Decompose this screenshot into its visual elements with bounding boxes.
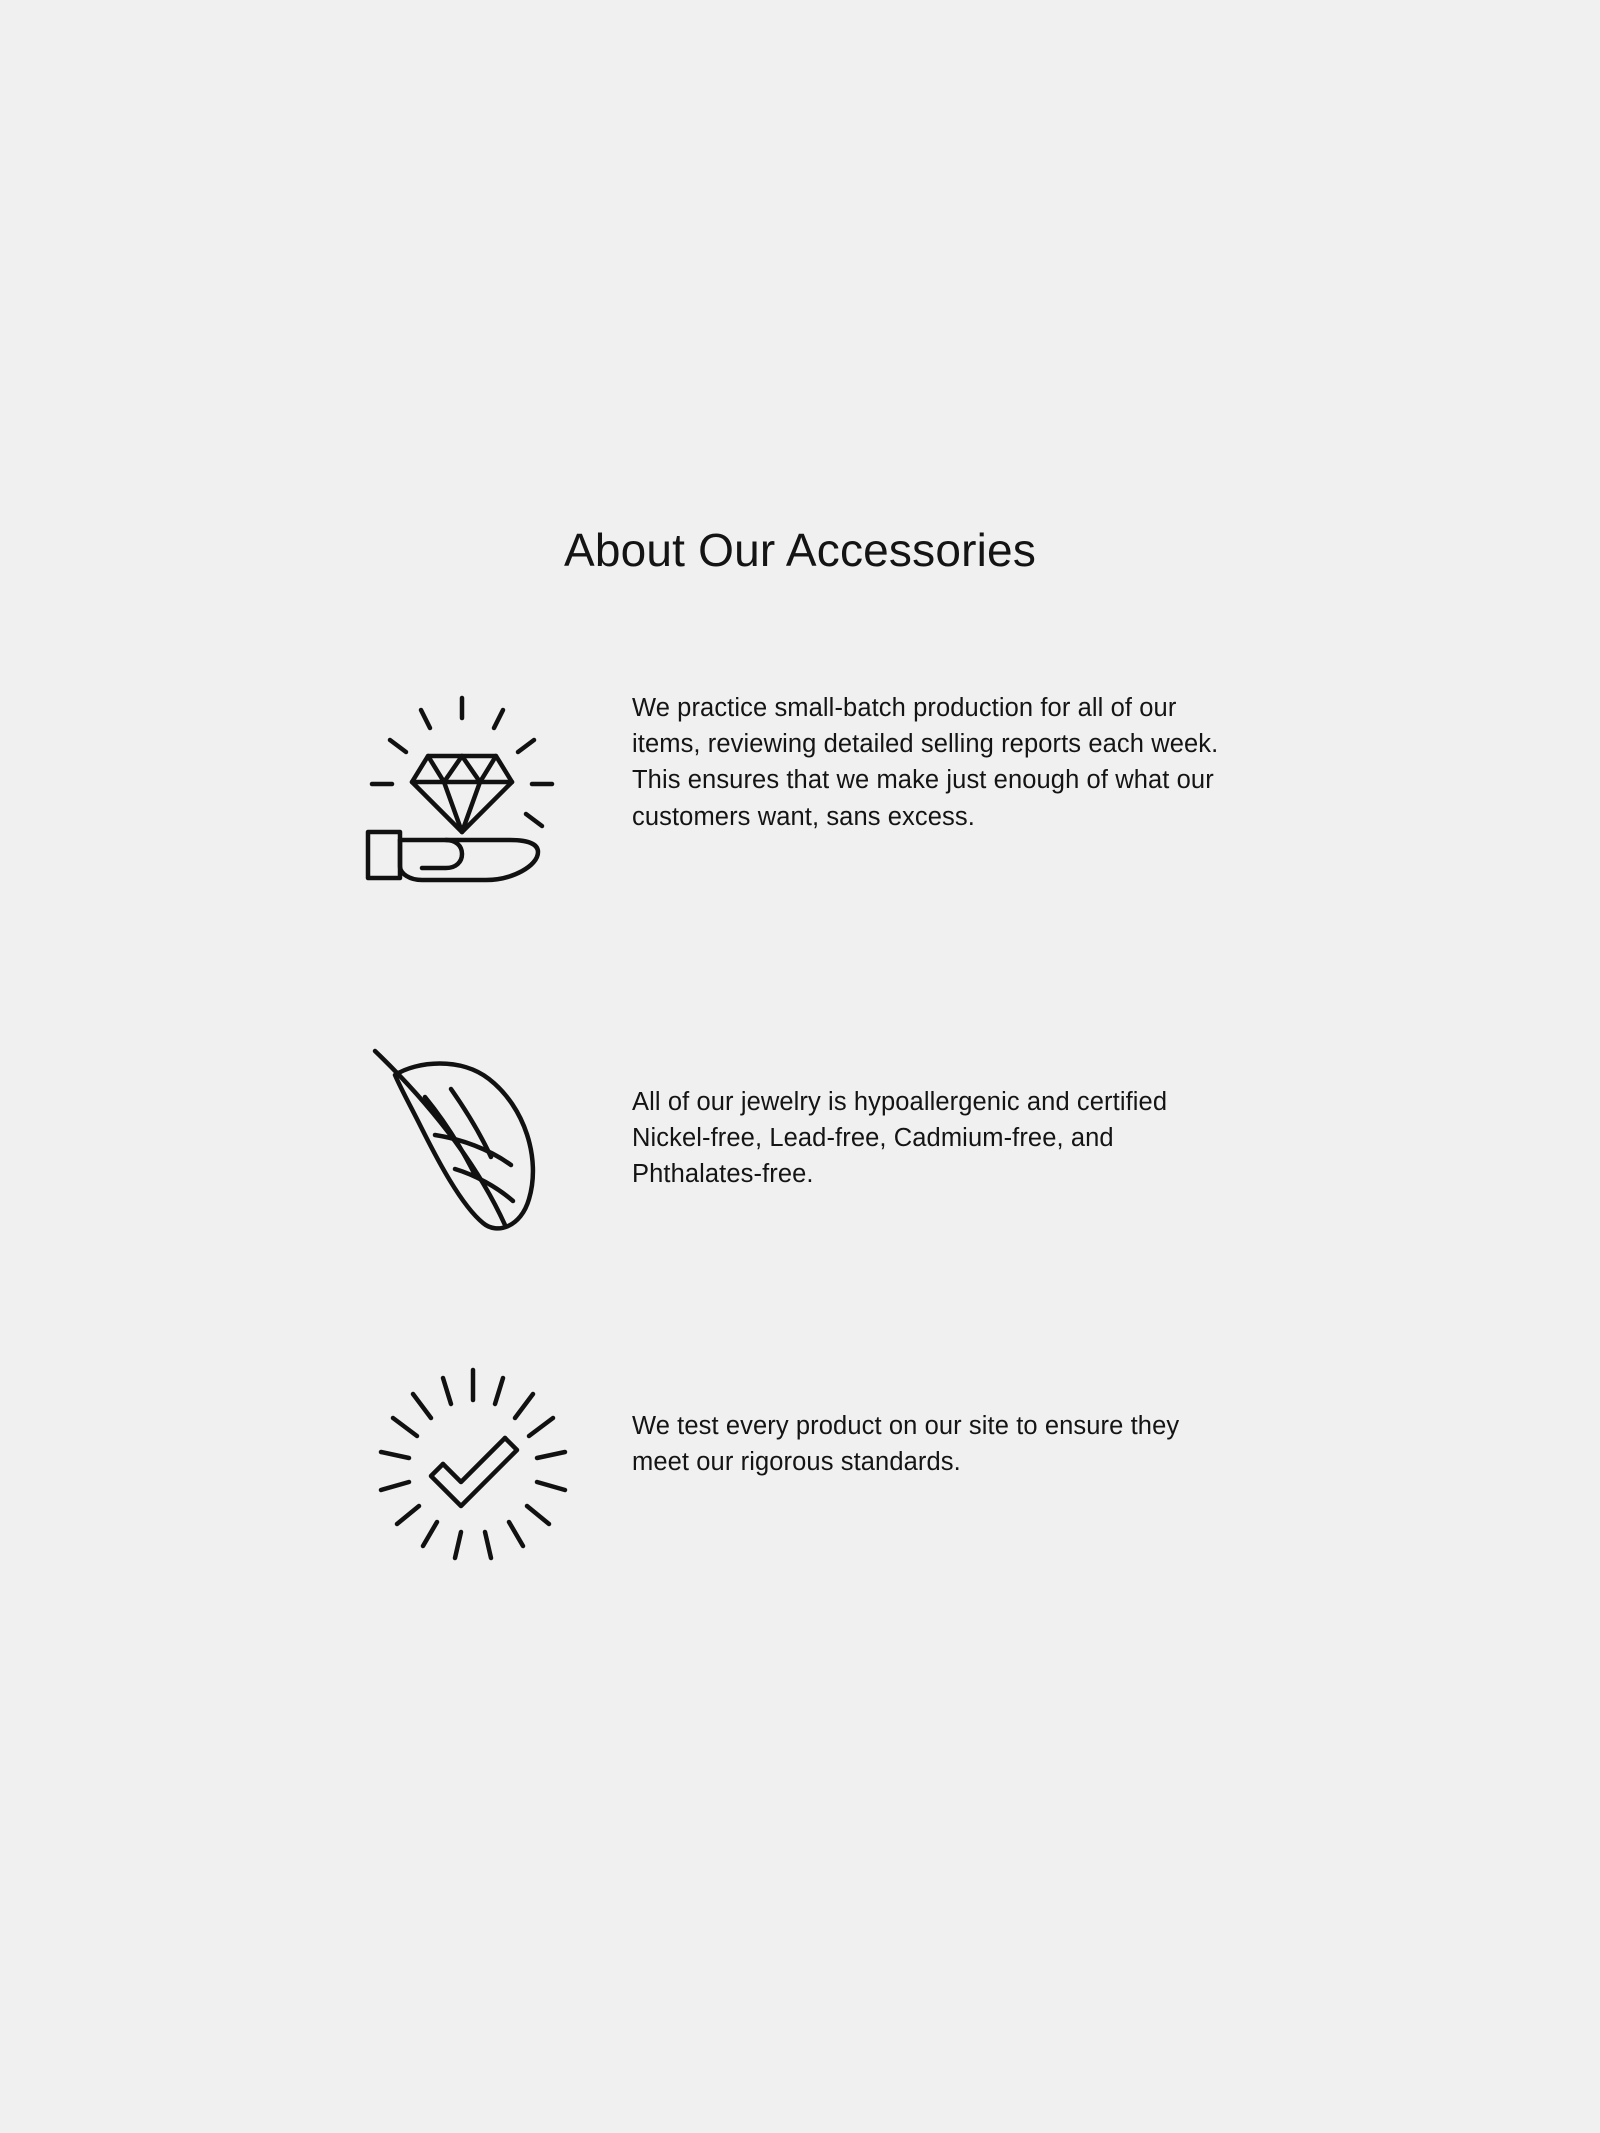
list-item-text: We practice small-batch production for all of our items, reviewing detailed selling reports each week. This ensures that we make just enough of what our customers want, sans excess. — [632, 694, 1219, 831]
checkmark-burst-icon — [340, 1330, 610, 1600]
list-item — [340, 1330, 1260, 1600]
page-title: About Our Accessories — [563, 523, 1037, 576]
feature-list — [340, 660, 1260, 1674]
feather-icon — [340, 1004, 610, 1274]
list-item-text: All of our jewelry is hypoallergenic and certified Nickel-free, Lead-free, Cadmium-free, and Phthalates-free. — [632, 1088, 1168, 1189]
diamond-in-hand-icon — [340, 660, 610, 930]
list-item-text: We test every product on our site to ensure they meet our rigorous standards. — [632, 1412, 1180, 1477]
list-item — [340, 1004, 1260, 1274]
list-item — [340, 660, 1260, 930]
